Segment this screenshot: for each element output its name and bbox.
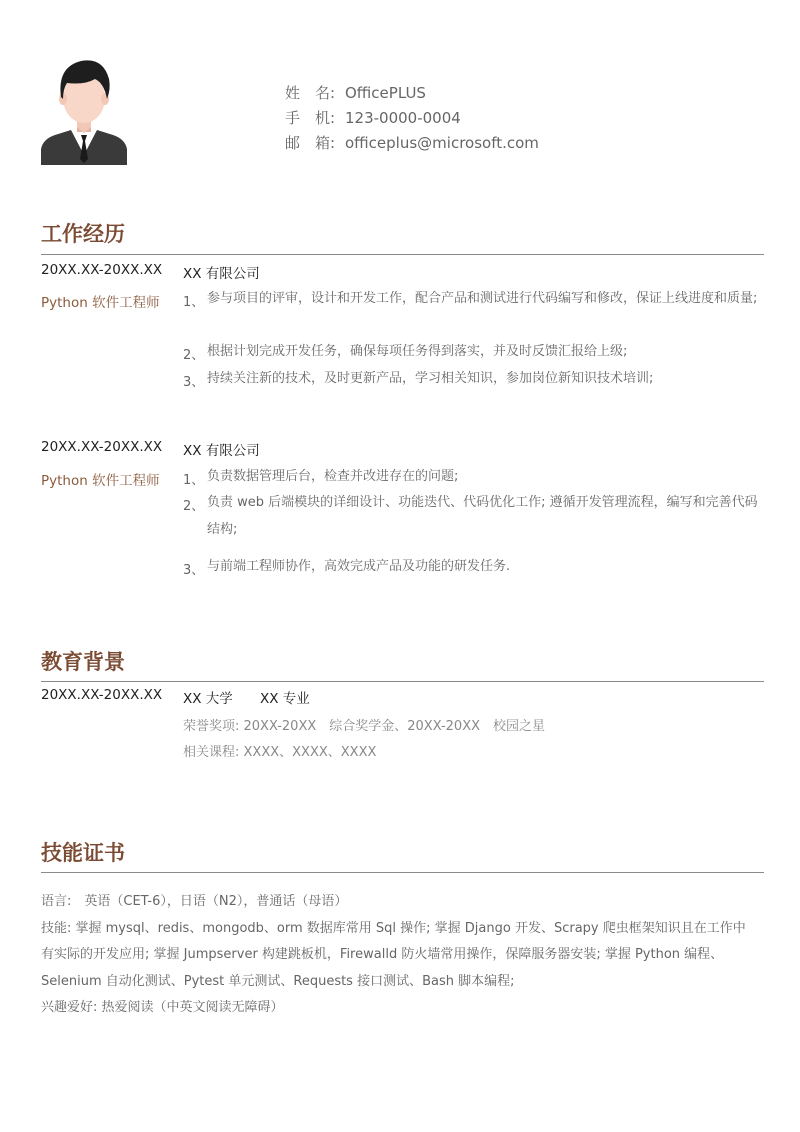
phone-value: 123-0000-0004: [345, 109, 461, 127]
email-value[interactable]: officeplus@microsoft.com: [345, 134, 539, 152]
education-school: XX 大学: [183, 691, 233, 707]
name-value: OfficePLUS: [345, 84, 426, 102]
education-divider: [41, 681, 764, 682]
name-label: 姓 名:: [285, 84, 336, 102]
skills-divider: [41, 872, 764, 873]
item-number: 3、: [183, 563, 205, 578]
work-entry-2-date: 20XX.XX-20XX.XX: [41, 439, 163, 455]
work-entry-1-role: Python 软件工程师: [41, 295, 160, 311]
item-text: 与前端工程师协作，高效完成产品及功能的研发任务.: [207, 559, 511, 574]
skills-language: 语言: 英语（CET-6），日语（N2），普通话（母语）: [41, 894, 348, 909]
education-major: XX 专业: [260, 691, 310, 707]
education-honors: 荣誉奖项: 20XX-20XX 综合奖学金、20XX-20XX 校园之星: [183, 719, 546, 734]
skills-tech-line-1: 技能: 掌握 mysql、redis、mongodb、orm 数据库常用 Sql 操作; 掌握 Django 开发、Scrapy 爬虫框架知识且在工作中: [41, 921, 746, 936]
item-text: 持续关注新的技术，及时更新产品，学习相关知识，参加岗位新知识技术培训;: [207, 371, 654, 386]
phone-row: [285, 107, 461, 128]
item-number: 2、: [183, 499, 205, 514]
item-number: 2、: [183, 348, 205, 363]
education-courses: 相关课程: XXXX、XXXX、XXXX: [183, 745, 377, 760]
email-row: [285, 132, 539, 153]
phone-label: 手 机:: [285, 109, 336, 127]
work-section-title: 工作经历: [41, 222, 125, 246]
skills-tech-line-3: Selenium 自动化测试、Pytest 单元测试、Requests 接口测试、Bash 脚本编程;: [41, 974, 515, 989]
work-entry-2-company: XX 有限公司: [183, 443, 260, 459]
education-date: 20XX.XX-20XX.XX: [41, 687, 163, 703]
email-label: 邮 箱:: [285, 134, 336, 152]
work-entry-2-role: Python 软件工程师: [41, 473, 160, 489]
work-divider: [41, 254, 764, 255]
name-row: [285, 82, 426, 103]
skills-hobby: 兴趣爱好: 热爱阅读（中英文阅读无障碍）: [41, 1000, 284, 1015]
item-text: 负责 web 后端模块的详细设计、功能迭代、代码优化工作; 遵循开发管理流程，编写和完善代码结构;: [207, 495, 758, 537]
profile-avatar: [41, 53, 127, 165]
item-text: 根据计划完成开发任务，确保每项任务得到落实，并及时反馈汇报给上级;: [207, 344, 628, 359]
skills-section-title: 技能证书: [41, 841, 125, 865]
skills-tech-line-2: 有实际的开发应用; 掌握 Jumpserver 构建跳板机，Firewalld 防火墙常用操作，保障服务器安装; 掌握 Python 编程、: [41, 947, 724, 962]
education-section-title: 教育背景: [41, 650, 125, 674]
item-text: 负责数据管理后台，检查并改进存在的问题;: [207, 469, 459, 484]
item-number: 3、: [183, 375, 205, 390]
work-entry-1-company: XX 有限公司: [183, 266, 260, 282]
work-entry-1-date: 20XX.XX-20XX.XX: [41, 262, 163, 278]
item-number: 1、: [183, 295, 205, 310]
item-number: 1、: [183, 473, 205, 488]
item-text: 参与项目的评审，设计和开发工作，配合产品和测试进行代码编写和修改，保证上线进度和质量;: [207, 291, 758, 306]
